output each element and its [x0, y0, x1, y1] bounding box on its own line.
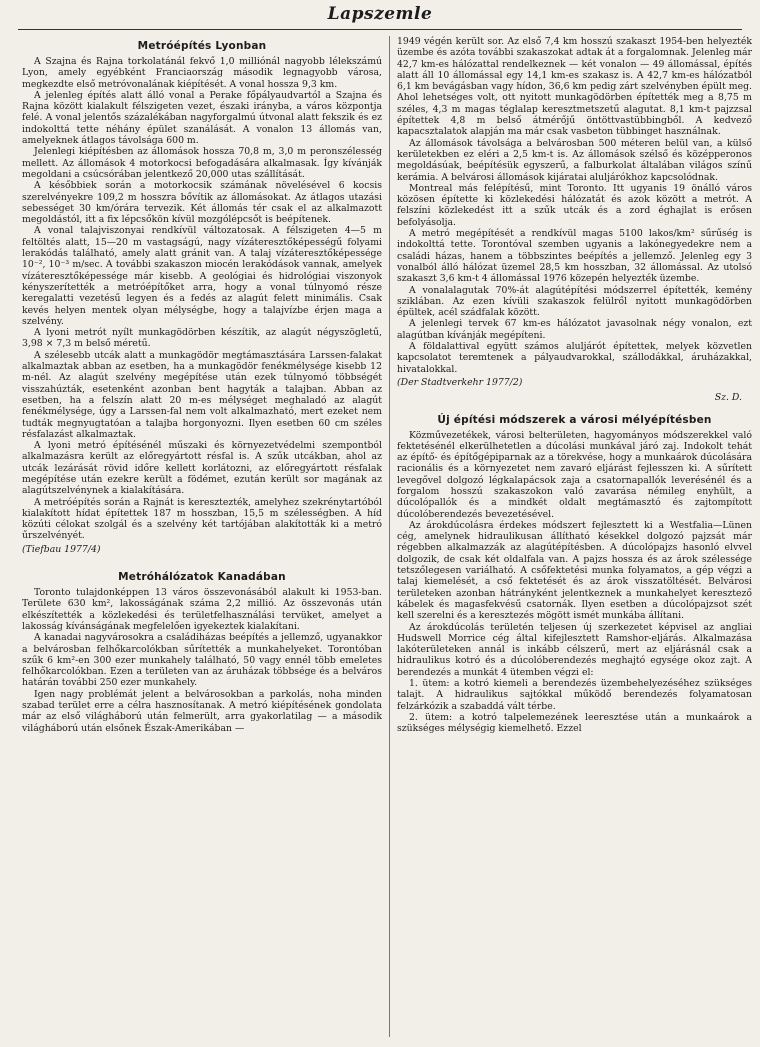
paragraph: Közművezetékek, városi belterületen, hagyományos módszerekkel való fektetésénél elkerülhetetlen a dúcolási munkával járó zaj. Indokolt tehát az építő- és építőgépiparnak az a törekvése, hogy a munkaárok dúcolására racionális és a környezetet nem zavaró eljárást fejlesszen ki. A sűrített levegővel dolgozó légkalapácsok zaja a csatornapallók leverésénél és a forgalom hosszú szakaszokon való zavarása némileg enyhült, a dúcolópallók és a mindkét oldalt megtámasztó és zajtompított dúcolóberendezés bevezetésével. [397, 429, 752, 520]
paragraph: A kanadai nagyvárosokra a családiházas beépítés a jellemző, ugyanakkor a belvárosban felhőkarcolókban sűrítették a munkahelyeket. Torontóban szűk 6 km²-en 300 ezer munkahely található, 50 vagy ennél több emeletes felhőkarcolókban. Ezen a területen van az áruházak többsége és a belváros határán további 250 ezer munkahely. [22, 632, 382, 689]
source-citation: (Tiefbau 1977/4) [22, 543, 101, 555]
paragraph: A földalattival együtt számos aluljárót építettek, melyek közvetlen kapcsolatot teremtenek a pályaudvarokkal, szállodákkal, áruházakkal, hivatalokkal. [397, 341, 752, 375]
running-head: Lapszemle [327, 4, 433, 24]
paragraph: A jelenleg építés alatt álló vonal a Perake főpályaudvartól a Szajna és Rajna között kialakult félszigeten vezet, északi irányba, a város központja felé. A vonal jelentős százalékában nagyforgalmú útvonal alatt fekszik és ez indokolttá tette néhány épület szanálását. A vonalon 13 állomás van, amelyeknek átlagos távolsága 600 m. [22, 89, 382, 147]
header-rule [18, 29, 742, 30]
paragraph: Montreal más felépítésű, mint Toronto. Itt ugyanis 19 önálló város közösen építette ki közlekedési hálózatát és azok között a metrót. A felszíni közlekedést itt a szűk utcák és a zord éghajlat is erősen befolyásolja. [397, 182, 752, 228]
paragraph: A lyoni metró építésénél műszaki és környezetvédelmi szempontból alkalmazásra került az előregyártott résfal is. A szűk utcákban, ahol az utcák lezárását rövid időre kellett korlátozni, az előregyártott résfalak megépítése után ezekre került a födémet, ezután került sor magának az alagútszelvénynek a kialakítására. [22, 440, 382, 497]
paragraph: A lyoni metrót nyílt munkagödörben készítik, az alagút négyszögletű, 3,98 × 7,3 m belső méretű. [22, 327, 382, 350]
paragraph: 1. ütem: a kotró kiemeli a berendezés üzembehelyezéséhez szükséges talajt. A hidraulikus sajtókkal működő berendezés folyamatosan felzárkózik a szabaddá vált térbe. [397, 678, 752, 712]
paragraph: Igen nagy problémát jelent a belvárosokban a parkolás, noha minden szabad terület erre a célra hasznosítanak. A metró kiépítésének gondolata már az első világháború után felmerült, arra gyakorlatilag — a második világháború után elsőnek Észak-Amerikában — [22, 688, 382, 734]
paragraph: 1949 végén került sor. Az első 7,4 km hosszú szakaszt 1954-ben helyezték üzembe és azóta további szakaszokat adtak át a forgalomnak. Jelenleg már 42,7 km-es hálózattal rendelkeznek — két vonalon — 49 állomással, építés alatt áll 10 állomással egy 14,1 km-es szakasz is. A 42,7 km-es hálózatból 6,1 km bevágásban vagy hídon, 36,6 km pedig zárt szelvényben épült meg. Ahol lehetséges volt, ott nyitott munkagödörben építették meg a 8,75 m széles, 4,3 m magas téglalap keresztmetszetű alagutat. 8,1 km-t pajzzsal építettek 4,8 m belső átmérőjű öntöttvastübbingből. A kedvező kapacsztalatok alapján ma már csak vasbeton tübbinget használnak. [397, 36, 752, 138]
paragraph: Az árokdúcolás területén teljesen új szerkezetet képvisel az angliai Hudswell Morrice cég által kifejlesztett Ramshor-eljárás. Alkalmazása lakóterületeken annál is inkább célszerű, mert az eljárásnál csak a hidraulikus kotró és a dúcolóberendezés meghajtó egysége okoz zajt. A berendezés a munkát 4 ütemben végzi el: [397, 621, 752, 678]
paragraph: A későbbiek során a motorkocsik számának növelésével 6 kocsis szerelvényekre 109,2 m hosszra bővítik az állomásokat. Az átlagos utazási sebességet 30 km/órára tervezik. Két állomás tér csak el az alkalmazott megoldástól, itt a fix lépcsőkön kívül mozgólépcsőt is beépítenek. [22, 180, 382, 226]
paragraph: A szélesebb utcák alatt a munkagödör megtámasztására Larssen-falakat alkalmaztak abban az esetben, ha a munkagödör fenékmélysége kisebb 12 m-nél. Az alagút szelvény megépítése után ezek túlnyomó többségét visszahúzták, esetenként azonban bent hagyták a talajban. Abban az esetben, ha a felszín alatt 20 m-es mélységet meghaladó az alagút fenékmélysége, úgy a Larssen-fal nem volt alkalmazható, mert ezeket nem tudták megnyugtatóan a talajba horgonyozni. Ilyen esetben 60 cm széles résfalazást alkalmaztak. [22, 349, 382, 440]
right-column [397, 36, 752, 1041]
paragraph: Toronto tulajdonképpen 13 város összevonásából alakult ki 1953-ban. Területe 630 km², lakosságának száma 2,2 millió. Az összevonás után elkészítették a közlekedési és területfelhasználási tervüket, amelyet a lakosság kívánságának megfelelően igyekeztek kialakítani. [22, 587, 382, 632]
article-title-methods: Új építési módszerek a városi mélyépítésben [437, 413, 712, 426]
paragraph: Az árokdúcolásra érdekes módszert fejlesztett ki a Westfalia—Lünen cég, amelynek hidraulikusan állítható késekkel dolgozó pajzsát már régebben alkalmazzák az alagútépítésben. A dúcolópajzs hasonló elvvel dolgozik, de csak két oldalfala van. A pajzs hossza és az árok szélessége tetszőlegesen variálható. A csőfektetési munka folyamatos, a gép végzi a talaj kiemelését, a cső fektetését és az árok visszatöltését. Belvárosi területeken azonban hátrányként jelentkeznek a munkahelyet keresztező kábelek és magasfekvésű csatornák. Ilyen esetben a dúcolópajzsot szét kell szerelni és a keresztezés mögött ismét munkába állítani. [397, 519, 752, 622]
paragraph: Jelenlegi kiépítésben az állomások hossza 70,8 m, 3,0 m peronszélesség mellett. Az állomások 4 motorkocsi befogadására alkalmasak. Így kívánják megoldani a csúcsórában jelentkező 20,000 utas szállítását. [22, 146, 382, 180]
article-title-canada: Metróhálózatok Kanadában [118, 571, 286, 584]
paragraph: A vonalalagutak 70%-át alagútépítési módszerrel építették, kemény sziklában. Az ezen kívüli szakaszok felülről nyitott munkagödörben épültek, acél szádfalak között. [397, 284, 752, 319]
column-divider [389, 36, 390, 1037]
author-signature: Sz. D. [714, 392, 742, 404]
paragraph: A metró megépítését a rendkívül magas 5100 lakos/km² sűrűség is indokolttá tette. Torontóval szemben ugyanis a lakónegyedekre nem a családi házas, hanem a többszintes beépítés a jellemző. Jelenleg egy 3 vonalból álló hálózat üzemel 28,5 km hosszban, 32 állomással. Az utolsó szakaszt 3,6 km-t 4 állomással 1976 közepén helyezték üzembe. [397, 228, 752, 285]
paragraph: 2. ütem: a kotró talpelemezének leeresztése után a munkaárok a szükséges mélységig kiemelhető. Ezzel [397, 711, 752, 735]
article-title-lyon: Metróépítés Lyonban [137, 40, 267, 52]
paragraph: A vonal talajviszonyai rendkívül változatosak. A félszigeten 4—5 m feltöltés alatt, 15—20 m vastagságú, nagy vízáteresztőképességű folyami lerakódás található, amely alatt gránit van. A talaj vízáteresztőképessége 10⁻², 10⁻³ m/sec. A további szakaszon miocén lerakódások vannak, amelyek vízáteresztőképessége már kisebb. A geológiai és hidrológiai viszonyok kényszerítették a metróépítőket arra, hogy a vonal túlnyomó része keregalatti vezetésű legyen és a fedés az alagút felett minimális. Csak kevés helyen mentek olyan mélységbe, hogy a talajvízbe érjen maga a szelvény. [22, 225, 382, 327]
paragraph: A jelenlegi tervek 67 km-es hálózatot javasolnak négy vonalon, ezt alagútban kívánják megépíteni. [397, 318, 752, 341]
paragraph: A Szajna és Rajna torkolatánál fekvő 1,0 milliónál nagyobb lélekszámú Lyon, amely egyébként Franciaország második legnagyobb városa, megkezdte első metróvonalának kiépítését. A vonal hossza 9,3 km. [22, 56, 382, 90]
paragraph: A metróépítés során a Rajnát is keresztezték, amelyhez szekrénytartóból kialakított hídat építettek 187 m hosszban, 15,5 m szélességben. A híd közúti célokat szolgál és a szelvény két tartójában alakították ki a metró űrszelvényét. [22, 496, 382, 542]
paragraph: Az állomások távolsága a belvárosban 500 méteren belül van, a külső kerületekben ez eléri a 2,5 km-t is. Az állomások szélső és középperonos megoldásúak, beépítésük egyszerű, a falburkolat általában világos színű kerámia. A belvárosi állomások kijáratai aluljárókhoz kapcsolódnak. [397, 137, 752, 183]
source-citation: (Der Stadtverkehr 1977/2) [397, 376, 523, 388]
left-column [22, 36, 382, 1041]
spacer [22, 559, 382, 567]
